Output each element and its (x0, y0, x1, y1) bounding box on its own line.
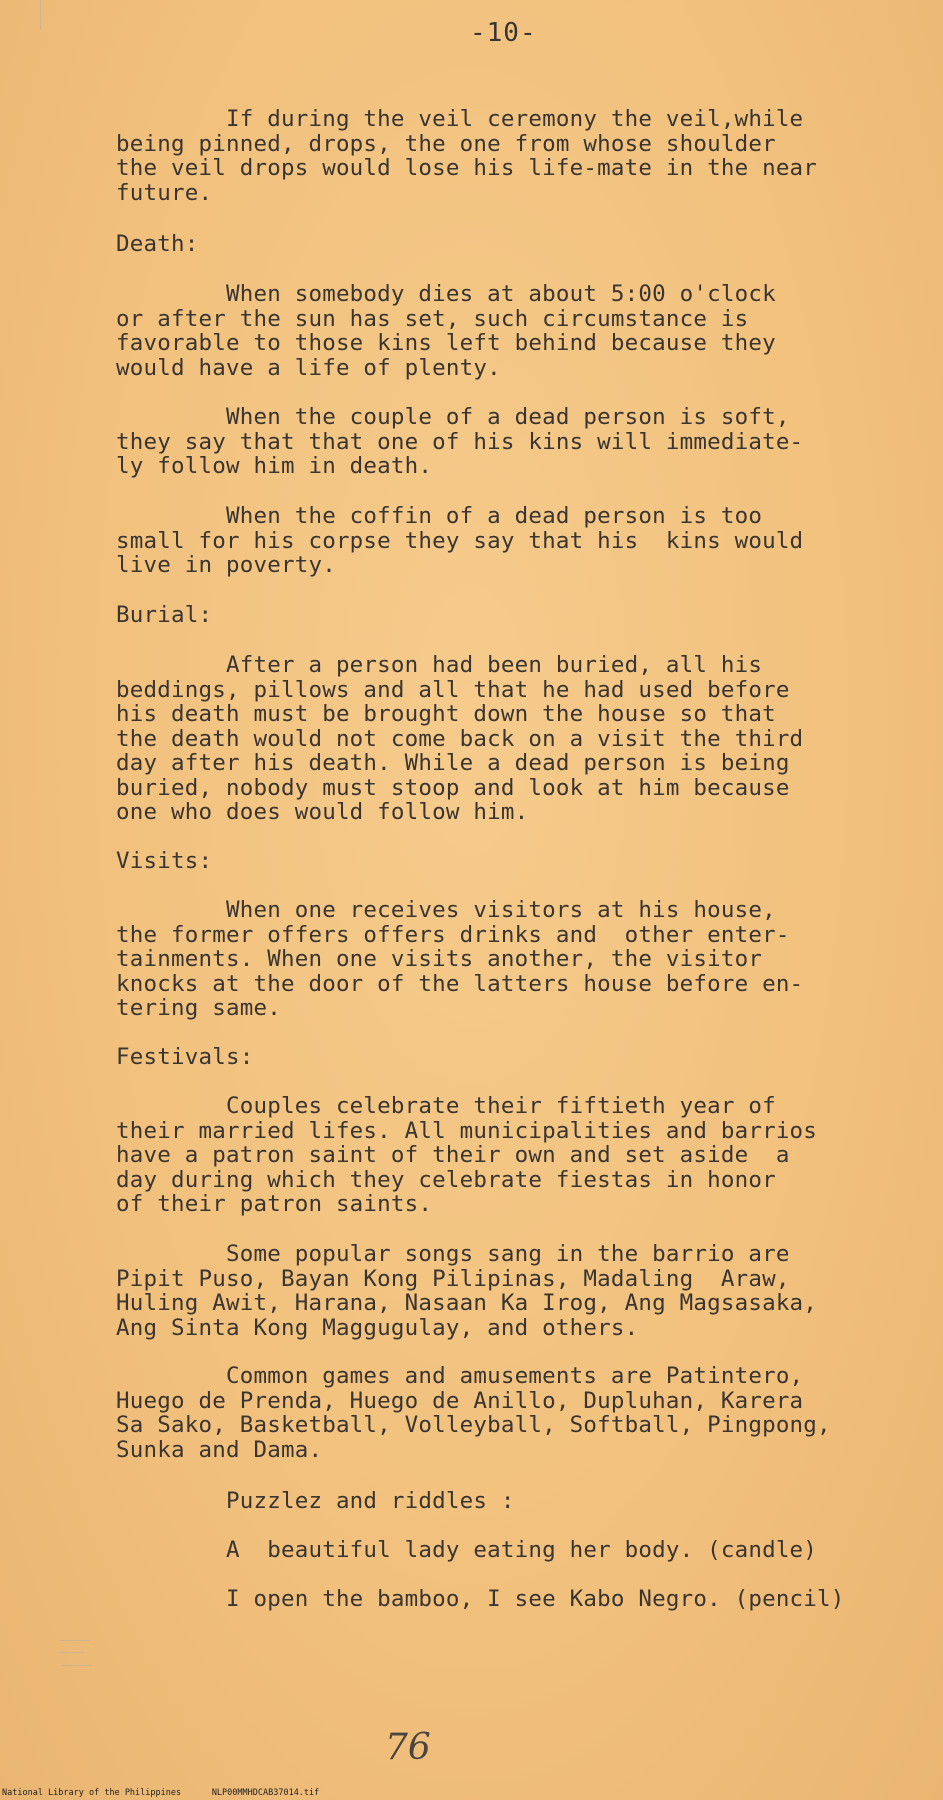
text-line: tainments. When one visits another, the visitor (116, 946, 763, 972)
text-line: the death would not come back on a visit the third (116, 725, 804, 752)
text-line: live in poverty. (116, 552, 336, 578)
text-line: future. (116, 179, 213, 206)
text-line: When one receives visitors at his house, (116, 897, 776, 923)
text-line: Death: (116, 231, 199, 257)
heading-visits (116, 849, 896, 874)
heading-festivals (116, 1045, 896, 1070)
text-line: tering same. (116, 995, 281, 1021)
text-line: the veil drops would lose his life-mate in the near (116, 155, 818, 181)
text-line: Ang Sinta Kong Maggugulay, and others. (116, 1314, 639, 1341)
riddle-2 (116, 1587, 896, 1612)
text-line: When somebody dies at about 5:00 o'clock (116, 281, 776, 307)
archive-footer: National Library of the Philippines NLP00MMHDCAB37014.tif (2, 1788, 320, 1798)
text-line: their married lifes. All municipalities and barrios (116, 1117, 818, 1144)
text-line: beddings, pillows and all that he had used before (116, 676, 790, 703)
text-line: of their patron saints. (116, 1191, 433, 1217)
text-line: When the coffin of a dead person is too (116, 503, 763, 529)
text-line: day during which they celebrate fiestas in honor (116, 1166, 776, 1193)
text-line: buried, nobody must stoop and look at him because (116, 774, 790, 801)
text-line: Visits: (116, 848, 213, 874)
text-line: being pinned, drops, the one from whose shoulder (116, 130, 776, 157)
text-line: Sunka and Dama. (116, 1436, 323, 1463)
text-line: have a patron saint of their own and set aside a (116, 1142, 790, 1168)
text-line: Burial: (116, 602, 213, 628)
paragraph-festivals-1 (116, 1094, 896, 1217)
text-line: A beautiful lady eating her body. (candle) (116, 1537, 818, 1563)
page-number: -10- (470, 18, 537, 48)
text-line: Sa Sako, Basketball, Volleyball, Softball, Pingpong, (116, 1412, 831, 1438)
heading-death (116, 232, 896, 257)
handwritten-page-mark: 76 (385, 1727, 431, 1768)
text-line: or after the sun has set, such circumstance is (116, 305, 749, 332)
text-line: Huling Awit, Harana, Nasaan Ka Irog, Ang Magsasaka, (116, 1290, 818, 1316)
paragraph-death-1 (116, 282, 896, 380)
text-line: day after his death. While a dead person is being (116, 750, 790, 776)
paragraph-burial-1 (116, 653, 896, 825)
text-line: Festivals: (116, 1044, 254, 1070)
text-line: Common games and amusements are Patintero, (116, 1363, 804, 1389)
paragraph-death-2 (116, 405, 896, 479)
heading-burial (116, 603, 896, 628)
text-line: would have a life of plenty. (116, 354, 501, 381)
text-line: When the couple of a dead person is soft, (116, 404, 790, 430)
text-line: After a person had been buried, all his (116, 652, 763, 678)
heading-riddles (116, 1489, 896, 1514)
text-line: his death must be brought down the house so that (116, 701, 776, 727)
text-line: knocks at the door of the latters house before en- (116, 970, 804, 997)
paragraph-visits-1 (116, 898, 896, 1021)
text-line: Couples celebrate their fiftieth year of (116, 1093, 776, 1119)
text-line: Pipit Puso, Bayan Kong Pilipinas, Madaling Araw, (116, 1265, 790, 1292)
text-line: small for his corpse they say that his kins would (116, 527, 804, 554)
text-line: If during the veil ceremony the veil,while (116, 106, 804, 132)
text-line: Some popular songs sang in the barrio are (116, 1241, 790, 1267)
text-line: the former offers offers drinks and other enter- (116, 921, 790, 948)
paragraph-festivals-2 (116, 1242, 896, 1340)
text-line: I open the bamboo, I see Kabo Negro. (pencil) (116, 1586, 845, 1612)
text-line: one who does would follow him. (116, 799, 529, 825)
paragraph-festivals-3 (116, 1364, 896, 1462)
text-line: favorable to those kins left behind because they (116, 330, 776, 356)
paragraph-death-3 (116, 504, 896, 578)
riddle-1 (116, 1538, 896, 1563)
paragraph-veil (116, 107, 896, 205)
text-line: Puzzlez and riddles : (116, 1488, 515, 1514)
text-line: Huego de Prenda, Huego de Anillo, Dupluhan, Karera (116, 1387, 804, 1414)
text-line: ly follow him in death. (116, 453, 433, 479)
text-line: they say that that one of his kins will immediate- (116, 428, 804, 455)
